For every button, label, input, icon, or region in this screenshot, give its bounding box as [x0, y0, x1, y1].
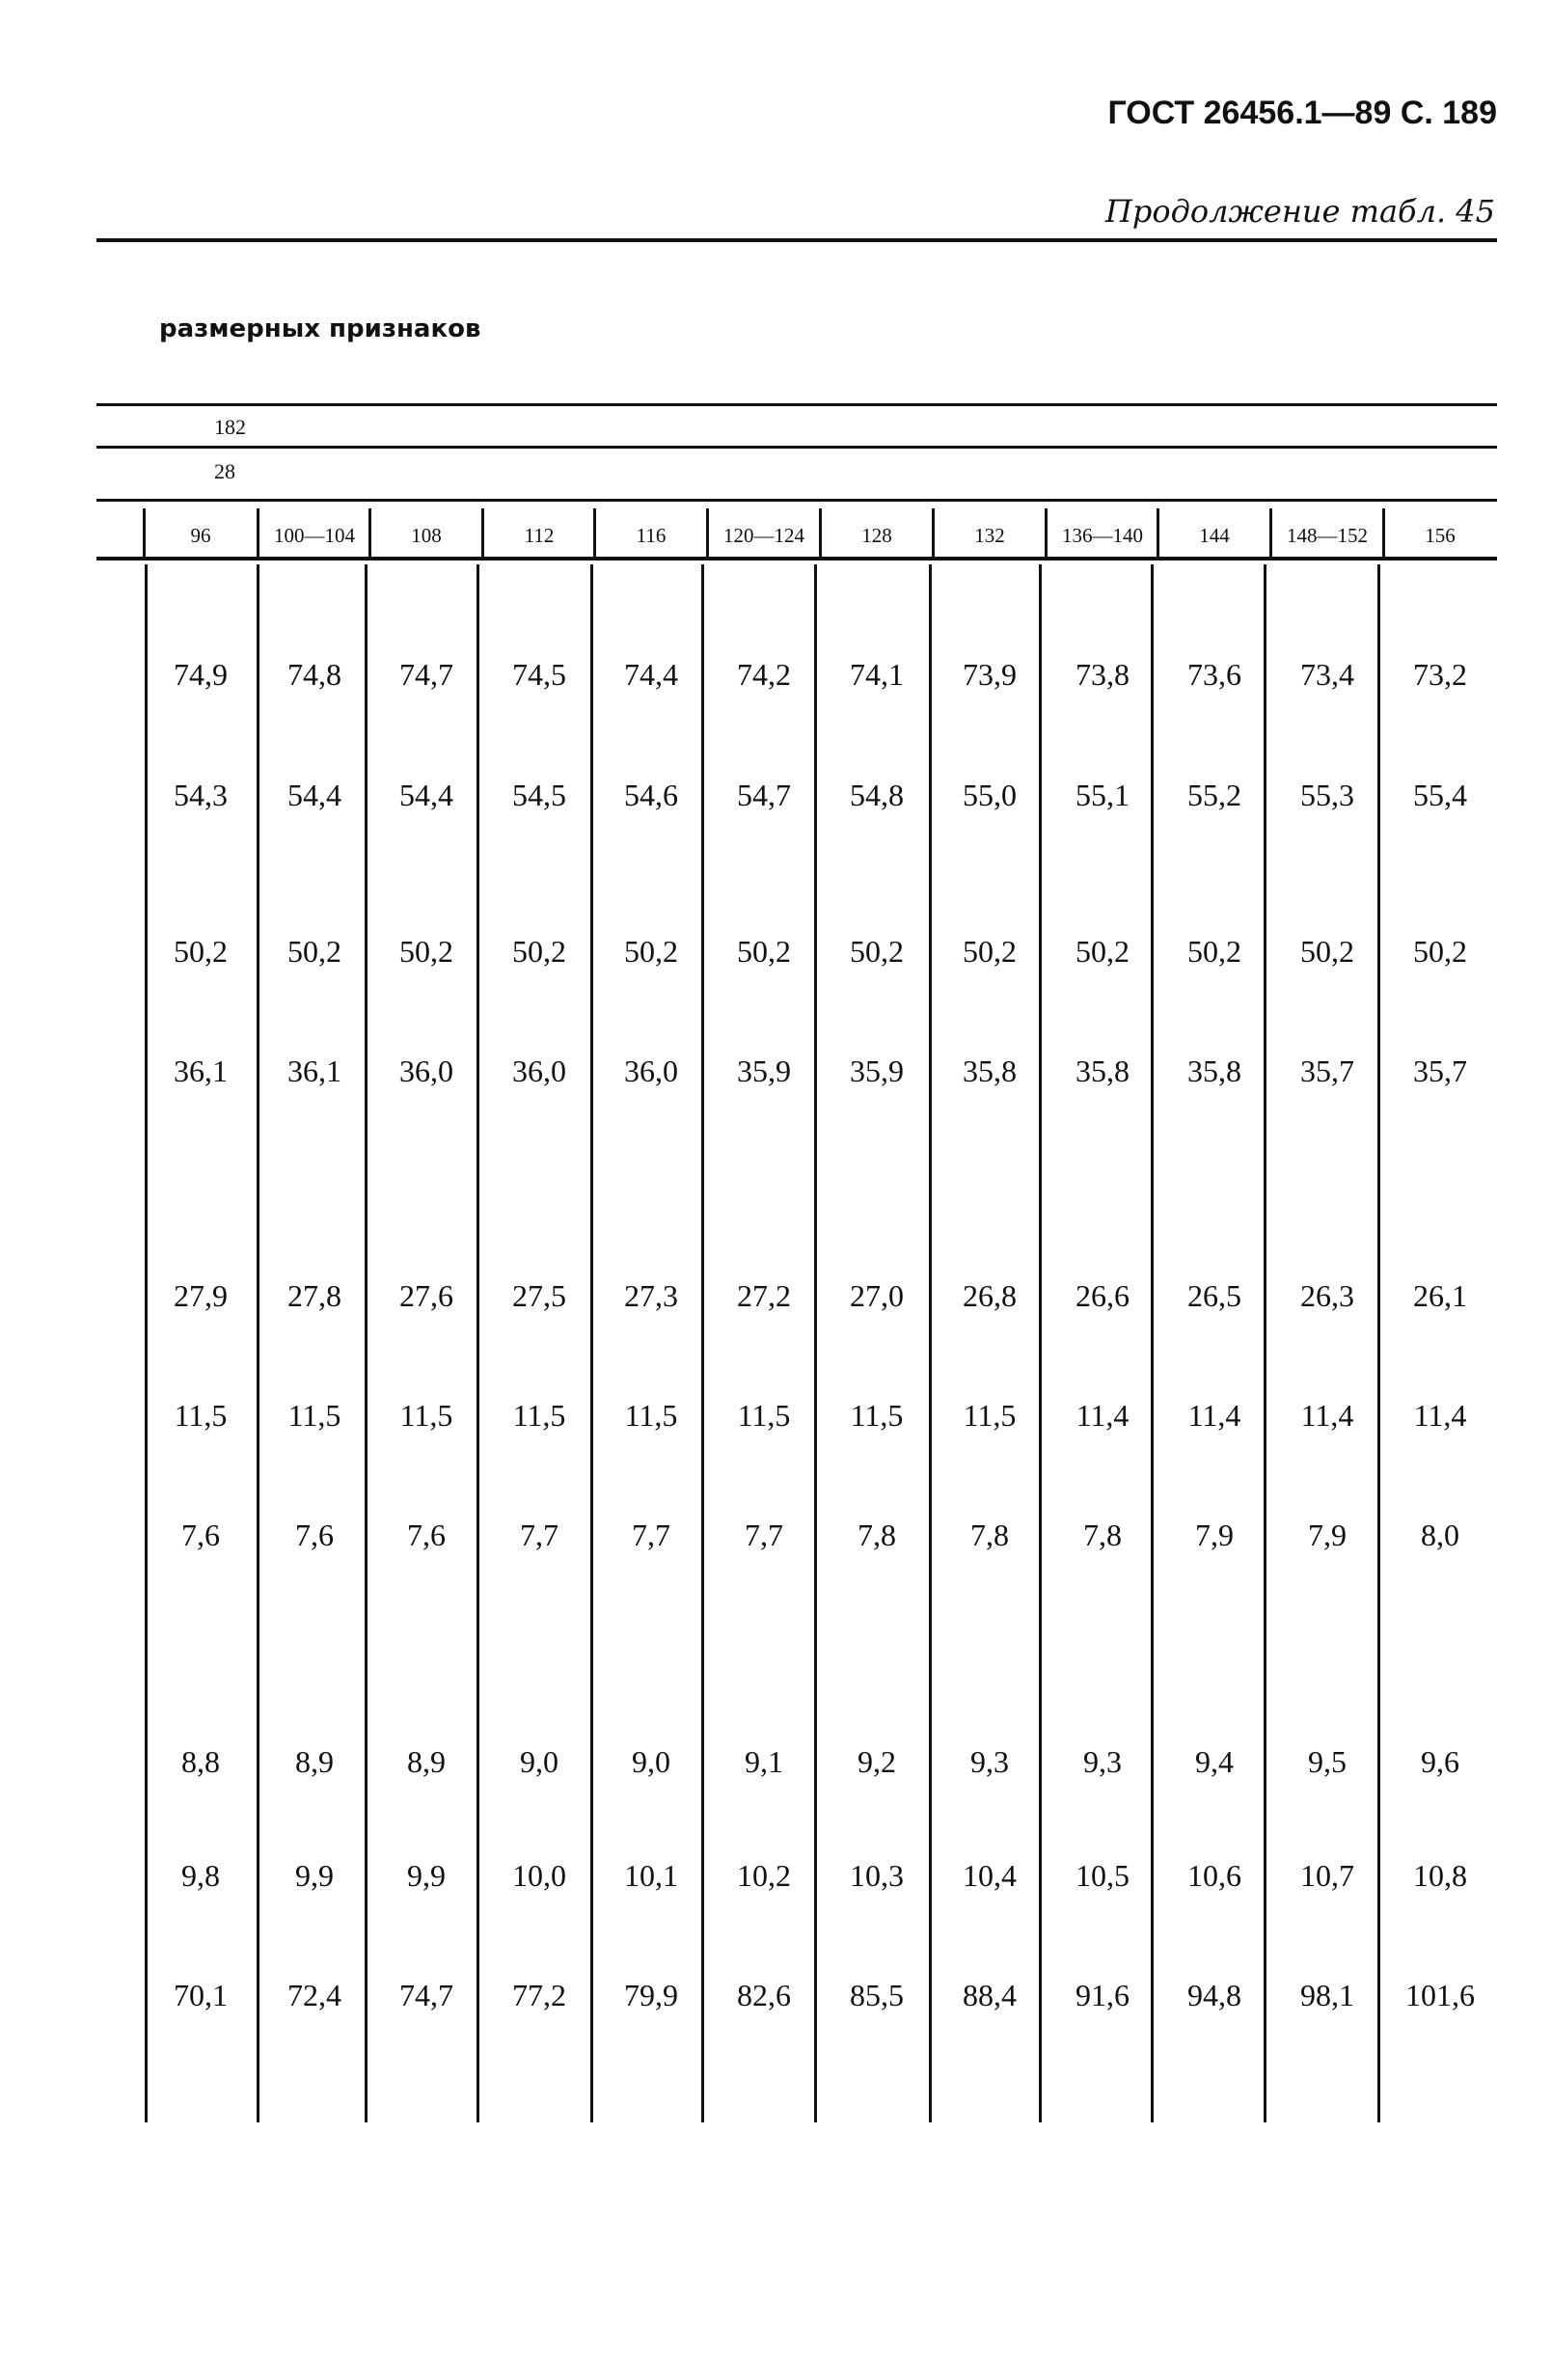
subhead-rule-1	[96, 446, 1497, 449]
subhead-rule-2	[96, 499, 1497, 502]
table-cell: 11,5	[174, 1398, 228, 1433]
table-cell: 54,6	[624, 778, 678, 812]
table-cell: 27,3	[624, 1278, 678, 1313]
table-cell: 36,0	[512, 1053, 566, 1088]
table-cell: 98,1	[1300, 1978, 1354, 2012]
table-cell: 55,0	[963, 778, 1017, 812]
table-cell: 7,7	[632, 1518, 670, 1552]
table-cell: 35,8	[1076, 1053, 1130, 1088]
column-header: 136—140	[1062, 524, 1143, 547]
table-cell: 9,0	[520, 1744, 558, 1779]
table-cell: 35,7	[1300, 1053, 1354, 1088]
body-column-separator	[701, 564, 704, 2122]
table-cell: 91,6	[1076, 1978, 1130, 2012]
body-column-separator	[814, 564, 817, 2122]
header-column-separator	[143, 508, 146, 557]
table-cell: 101,6	[1405, 1978, 1475, 2012]
header-column-separator	[1269, 508, 1272, 557]
table-cell: 27,2	[737, 1278, 791, 1313]
table-cell: 35,9	[850, 1053, 904, 1088]
table-cell: 7,6	[295, 1518, 334, 1552]
table-cell: 26,1	[1413, 1278, 1467, 1313]
table-cell: 9,3	[1083, 1744, 1122, 1779]
table-cell: 10,1	[624, 1858, 678, 1893]
body-column-separator	[929, 564, 932, 2122]
table-cell: 54,3	[174, 778, 228, 812]
table-cell: 27,9	[174, 1278, 228, 1313]
column-header: 144	[1199, 524, 1230, 547]
table-cell: 9,4	[1195, 1744, 1234, 1779]
table-cell: 7,8	[970, 1518, 1009, 1552]
table-cell: 54,5	[512, 778, 566, 812]
table-cell: 74,7	[399, 1978, 453, 2012]
table-cell: 26,8	[963, 1278, 1017, 1313]
table-cell: 11,4	[1413, 1398, 1467, 1433]
table-top-rule	[96, 403, 1497, 406]
column-header: 96	[190, 524, 211, 547]
table-cell: 73,9	[963, 657, 1017, 692]
table-cell: 36,0	[399, 1053, 453, 1088]
header-column-separator	[932, 508, 935, 557]
table-cell: 35,8	[1187, 1053, 1241, 1088]
table-cell: 74,1	[850, 657, 904, 692]
table-cell: 50,2	[850, 934, 904, 969]
table-cell: 8,8	[181, 1744, 220, 1779]
body-column-separator	[365, 564, 368, 2122]
table-cell: 77,2	[512, 1978, 566, 2012]
header-column-separator	[819, 508, 822, 557]
table-cell: 27,0	[850, 1278, 904, 1313]
table-cell: 11,5	[850, 1398, 904, 1433]
table-cell: 50,2	[1413, 934, 1467, 969]
table-cell: 54,4	[287, 778, 341, 812]
table-cell: 9,0	[632, 1744, 670, 1779]
table-cell: 10,0	[512, 1858, 566, 1893]
table-cell: 36,1	[287, 1053, 341, 1088]
header-column-separator	[593, 508, 596, 557]
page-reference: ГОСТ 26456.1—89 С. 189	[1107, 95, 1497, 131]
table-cell: 50,2	[737, 934, 791, 969]
table-cell: 88,4	[963, 1978, 1017, 2012]
table-cell: 79,9	[624, 1978, 678, 2012]
table-cell: 55,1	[1076, 778, 1130, 812]
body-column-separator	[257, 564, 259, 2122]
table-cell: 7,7	[520, 1518, 558, 1552]
subhead-height: 182	[214, 415, 246, 439]
table-cell: 9,5	[1308, 1744, 1347, 1779]
table-cell: 7,8	[1083, 1518, 1122, 1552]
table-cell: 7,6	[407, 1518, 446, 1552]
table-cell: 74,8	[287, 657, 341, 692]
table-cell: 10,3	[850, 1858, 904, 1893]
table-cell: 9,3	[970, 1744, 1009, 1779]
table-cell: 74,5	[512, 657, 566, 692]
column-header: 128	[861, 524, 892, 547]
table-cell: 11,5	[399, 1398, 453, 1433]
table-cell: 8,9	[295, 1744, 334, 1779]
table-cell: 74,7	[399, 657, 453, 692]
table-cell: 8,9	[407, 1744, 446, 1779]
column-header-rule	[96, 557, 1497, 561]
table-cell: 9,6	[1421, 1744, 1459, 1779]
table-cell: 11,5	[287, 1398, 341, 1433]
table-cell: 10,8	[1413, 1858, 1467, 1893]
table-cell: 54,8	[850, 778, 904, 812]
table-cell: 73,2	[1413, 657, 1467, 692]
table-cell: 55,4	[1413, 778, 1467, 812]
table-cell: 9,9	[407, 1858, 446, 1893]
table-cell: 27,6	[399, 1278, 453, 1313]
table-cell: 74,9	[174, 657, 228, 692]
body-column-separator	[1264, 564, 1266, 2122]
table-cell: 85,5	[850, 1978, 904, 2012]
table-cell: 50,2	[1187, 934, 1241, 969]
body-column-separator	[1039, 564, 1042, 2122]
table-caption: размерных признаков	[159, 315, 481, 343]
table-cell: 72,4	[287, 1978, 341, 2012]
table-cell: 54,7	[737, 778, 791, 812]
table-cell: 26,5	[1187, 1278, 1241, 1313]
table-cell: 26,3	[1300, 1278, 1354, 1313]
table-cell: 73,8	[1076, 657, 1130, 692]
column-header: 100—104	[274, 524, 355, 547]
table-cell: 8,0	[1421, 1518, 1459, 1552]
column-header: 120—124	[723, 524, 804, 547]
table-cell: 36,0	[624, 1053, 678, 1088]
header-column-separator	[706, 508, 709, 557]
table-cell: 9,9	[295, 1858, 334, 1893]
table-cell: 35,7	[1413, 1053, 1467, 1088]
table-cell: 10,7	[1300, 1858, 1354, 1893]
table-cell: 50,2	[963, 934, 1017, 969]
table-cell: 74,4	[624, 657, 678, 692]
table-cell: 11,5	[737, 1398, 791, 1433]
table-cell: 7,9	[1308, 1518, 1347, 1552]
table-continuation-label: Продолжение табл. 45	[1104, 193, 1495, 230]
body-column-separator	[590, 564, 593, 2122]
table-cell: 50,2	[1076, 934, 1130, 969]
table-cell: 27,5	[512, 1278, 566, 1313]
table-cell: 73,6	[1187, 657, 1241, 692]
table-cell: 50,2	[174, 934, 228, 969]
column-header: 112	[524, 524, 555, 547]
table-cell: 11,5	[512, 1398, 566, 1433]
table-cell: 7,9	[1195, 1518, 1234, 1552]
table-cell: 10,4	[963, 1858, 1017, 1893]
table-cell: 7,8	[858, 1518, 896, 1552]
table-cell: 82,6	[737, 1978, 791, 2012]
body-column-separator	[1151, 564, 1154, 2122]
table-cell: 10,5	[1076, 1858, 1130, 1893]
table-cell: 11,5	[624, 1398, 678, 1433]
column-header: 132	[974, 524, 1005, 547]
column-header: 108	[411, 524, 442, 547]
table-cell: 10,6	[1187, 1858, 1241, 1893]
subhead-age: 28	[214, 459, 235, 483]
table-cell: 50,2	[624, 934, 678, 969]
table-cell: 94,8	[1187, 1978, 1241, 2012]
table-cell: 35,9	[737, 1053, 791, 1088]
header-column-separator	[481, 508, 484, 557]
table-cell: 9,8	[181, 1858, 220, 1893]
table-cell: 11,4	[1187, 1398, 1241, 1433]
table-cell: 50,2	[399, 934, 453, 969]
column-header: 156	[1425, 524, 1456, 547]
table-cell: 35,8	[963, 1053, 1017, 1088]
table-cell: 9,1	[745, 1744, 783, 1779]
table-cell: 50,2	[512, 934, 566, 969]
table-cell: 27,8	[287, 1278, 341, 1313]
table-cell: 7,6	[181, 1518, 220, 1552]
body-column-separator	[145, 564, 148, 2122]
header-column-separator	[1045, 508, 1048, 557]
table-cell: 50,2	[287, 934, 341, 969]
column-header: 148—152	[1287, 524, 1368, 547]
table-cell: 74,2	[737, 657, 791, 692]
body-column-separator	[1377, 564, 1380, 2122]
table-cell: 55,3	[1300, 778, 1354, 812]
column-header: 116	[636, 524, 667, 547]
header-column-separator	[368, 508, 371, 557]
table-cell: 70,1	[174, 1978, 228, 2012]
header-column-separator	[1157, 508, 1159, 557]
table-cell: 50,2	[1300, 934, 1354, 969]
table-cell: 26,6	[1076, 1278, 1130, 1313]
header-column-separator	[1382, 508, 1385, 557]
table-cell: 9,2	[858, 1744, 896, 1779]
table-cell: 36,1	[174, 1053, 228, 1088]
table-cell: 7,7	[745, 1518, 783, 1552]
header-rule	[96, 238, 1497, 242]
table-cell: 10,2	[737, 1858, 791, 1893]
table-cell: 11,4	[1076, 1398, 1130, 1433]
header-column-separator	[257, 508, 259, 557]
table-cell: 11,4	[1300, 1398, 1354, 1433]
table-cell: 11,5	[963, 1398, 1017, 1433]
table-cell: 73,4	[1300, 657, 1354, 692]
body-column-separator	[476, 564, 479, 2122]
table-cell: 55,2	[1187, 778, 1241, 812]
table-cell: 54,4	[399, 778, 453, 812]
